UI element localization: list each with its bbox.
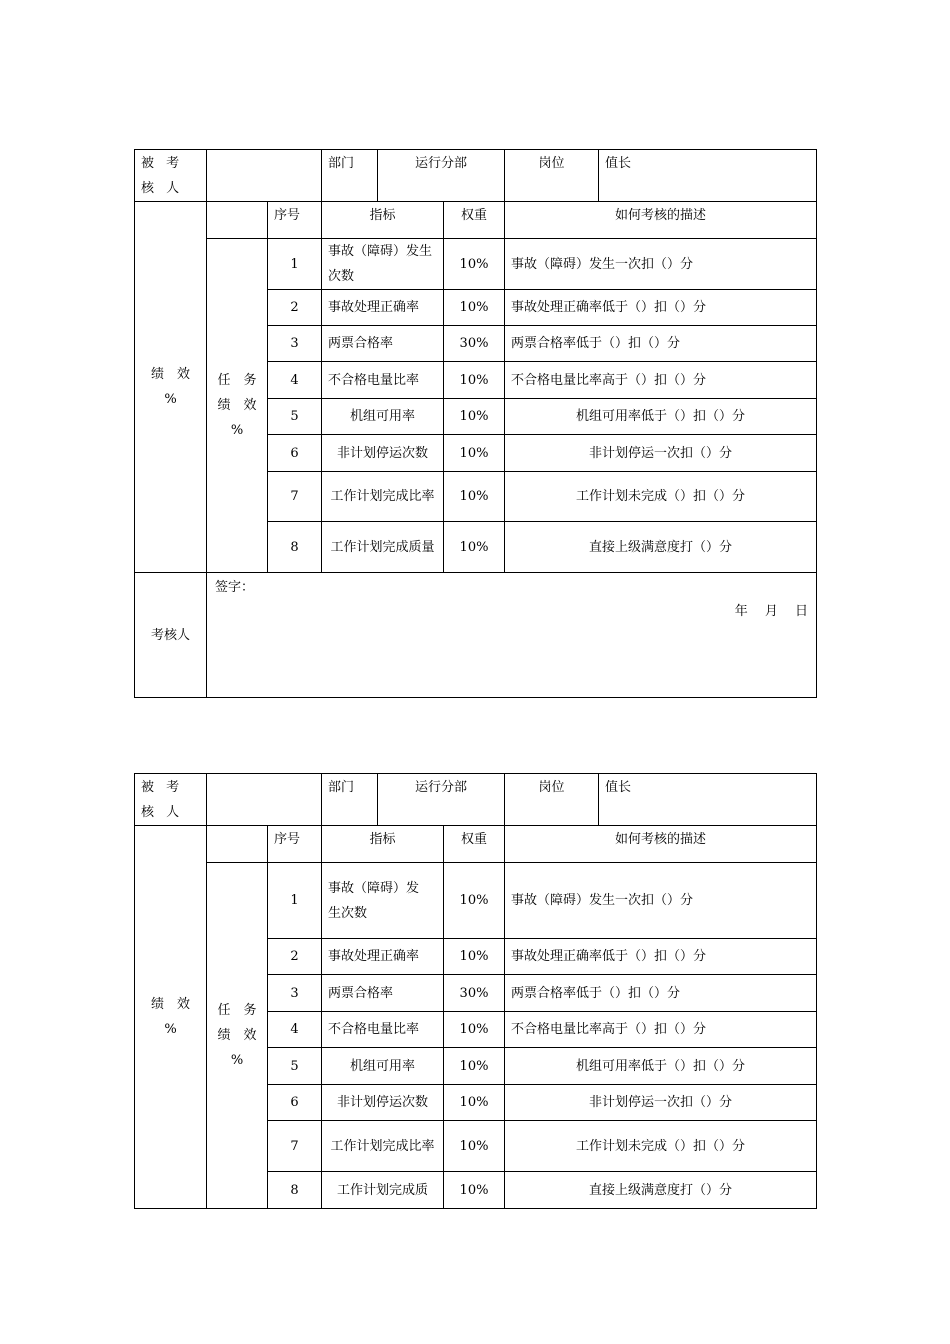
examinee-label: 被 考 核 人 — [135, 774, 207, 826]
row-weight: 10% — [444, 362, 505, 399]
row-description: 机组可用率低于（）扣（）分 — [505, 399, 817, 435]
row-weight: 10% — [444, 1172, 505, 1209]
row-indicator: 事故（障碍）发生次数 — [322, 863, 444, 939]
row-description: 工作计划未完成（）扣（）分 — [505, 472, 817, 522]
post-value: 值长 — [599, 150, 817, 202]
row-seq: 2 — [268, 939, 322, 975]
row-weight: 30% — [444, 975, 505, 1012]
row-indicator: 非计划停运次数 — [322, 1085, 444, 1121]
performance-group-label: 绩 效 % — [135, 826, 207, 1209]
row-indicator: 非计划停运次数 — [322, 435, 444, 472]
row-description: 不合格电量比率高于（）扣（）分 — [505, 362, 817, 399]
signature-area — [207, 573, 817, 698]
row-seq: 7 — [268, 1121, 322, 1172]
post-label: 岗位 — [505, 774, 599, 826]
row-indicator: 两票合格率 — [322, 975, 444, 1012]
row-weight: 10% — [444, 1085, 505, 1121]
task-performance-label: 任 务 绩 效 % — [207, 863, 268, 1209]
col-header-weight: 权重 — [444, 826, 505, 863]
task-performance-label: 任 务 绩 效 % — [207, 239, 268, 573]
blank-header-cell — [207, 826, 268, 863]
dept-value: 运行分部 — [378, 150, 505, 202]
row-indicator: 事故处理正确率 — [322, 939, 444, 975]
row-seq: 8 — [268, 1172, 322, 1209]
col-header-description: 如何考核的描述 — [505, 202, 817, 239]
row-description: 工作计划未完成（）扣（）分 — [505, 1121, 817, 1172]
row-seq: 2 — [268, 290, 322, 326]
assessment-form-1 — [134, 149, 817, 698]
row-seq: 6 — [268, 1085, 322, 1121]
examinee-value — [207, 774, 322, 826]
row-indicator: 工作计划完成质 — [322, 1172, 444, 1209]
row-description: 不合格电量比率高于（）扣（）分 — [505, 1012, 817, 1048]
row-seq: 5 — [268, 1048, 322, 1085]
row-weight: 10% — [444, 1048, 505, 1085]
performance-group-label: 绩 效 % — [135, 202, 207, 573]
col-header-weight: 权重 — [444, 202, 505, 239]
row-seq: 4 — [268, 1012, 322, 1048]
col-header-indicator: 指标 — [322, 826, 444, 863]
assessor-label: 考核人 — [135, 573, 207, 698]
col-header-description: 如何考核的描述 — [505, 826, 817, 863]
dept-label: 部门 — [322, 150, 378, 202]
signature-date: 年 月 日 — [734, 604, 809, 619]
row-weight: 10% — [444, 435, 505, 472]
row-description: 机组可用率低于（）扣（）分 — [505, 1048, 817, 1085]
row-seq: 8 — [268, 522, 322, 573]
row-description: 直接上级满意度打（）分 — [505, 1172, 817, 1209]
row-indicator: 不合格电量比率 — [322, 1012, 444, 1048]
row-description: 两票合格率低于（）扣（）分 — [505, 326, 817, 362]
row-seq: 3 — [268, 975, 322, 1012]
row-weight: 10% — [444, 1121, 505, 1172]
row-seq: 6 — [268, 435, 322, 472]
dept-label: 部门 — [322, 774, 378, 826]
assessment-form-2 — [134, 773, 817, 1209]
row-description: 非计划停运一次扣（）分 — [505, 1085, 817, 1121]
col-header-seq: 序号 — [268, 826, 322, 863]
dept-value: 运行分部 — [378, 774, 505, 826]
row-seq: 5 — [268, 399, 322, 435]
row-seq: 3 — [268, 326, 322, 362]
row-weight: 10% — [444, 863, 505, 939]
post-label: 岗位 — [505, 150, 599, 202]
col-header-seq: 序号 — [268, 202, 322, 239]
row-weight: 10% — [444, 522, 505, 573]
row-description: 事故处理正确率低于（）扣（）分 — [505, 290, 817, 326]
row-indicator: 事故（障碍）发生次数 — [322, 239, 444, 290]
row-indicator: 机组可用率 — [322, 1048, 444, 1085]
row-weight: 10% — [444, 290, 505, 326]
col-header-indicator: 指标 — [322, 202, 444, 239]
signature-label: 签字： — [215, 580, 255, 595]
examinee-label: 被 考 核 人 — [135, 150, 207, 202]
row-seq: 7 — [268, 472, 322, 522]
row-description: 事故（障碍）发生一次扣（）分 — [505, 239, 817, 290]
post-value: 值长 — [599, 774, 817, 826]
blank-header-cell — [207, 202, 268, 239]
examinee-value — [207, 150, 322, 202]
row-seq: 1 — [268, 863, 322, 939]
row-description: 直接上级满意度打（）分 — [505, 522, 817, 573]
row-description: 非计划停运一次扣（）分 — [505, 435, 817, 472]
row-weight: 10% — [444, 399, 505, 435]
row-weight: 10% — [444, 939, 505, 975]
row-weight: 30% — [444, 326, 505, 362]
row-indicator: 机组可用率 — [322, 399, 444, 435]
row-weight: 10% — [444, 239, 505, 290]
row-indicator: 工作计划完成比率 — [322, 1121, 444, 1172]
row-seq: 1 — [268, 239, 322, 290]
row-description: 事故（障碍）发生一次扣（）分 — [505, 863, 817, 939]
row-weight: 10% — [444, 472, 505, 522]
row-description: 两票合格率低于（）扣（）分 — [505, 975, 817, 1012]
row-indicator: 工作计划完成质量 — [322, 522, 444, 573]
row-description: 事故处理正确率低于（）扣（）分 — [505, 939, 817, 975]
row-indicator: 工作计划完成比率 — [322, 472, 444, 522]
row-indicator: 不合格电量比率 — [322, 362, 444, 399]
row-indicator: 两票合格率 — [322, 326, 444, 362]
row-weight: 10% — [444, 1012, 505, 1048]
row-indicator: 事故处理正确率 — [322, 290, 444, 326]
row-seq: 4 — [268, 362, 322, 399]
